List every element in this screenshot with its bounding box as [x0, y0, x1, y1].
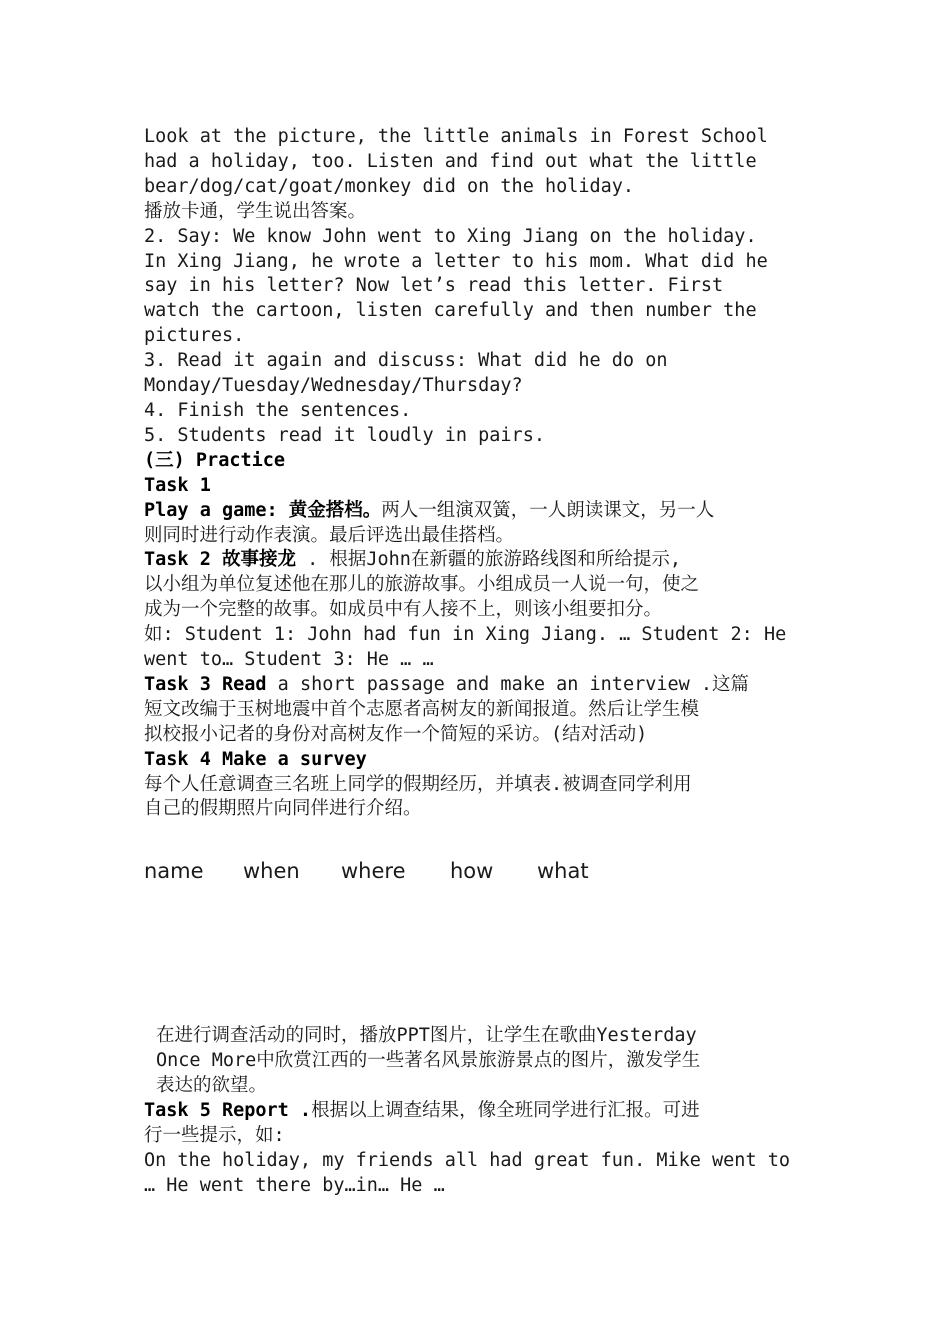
- text-line: Look at the picture, the little animals in Forest School: [144, 126, 768, 147]
- task2-line: 如: Student 1: John had fun in Xing Jiang. … Student 2: He: [144, 624, 787, 646]
- text-line: 5. Students read it loudly in pairs.: [144, 424, 545, 446]
- task2-label: Task 2 故事接龙: [144, 549, 296, 571]
- text-line: 播放卡通，学生说出答案。: [144, 200, 367, 222]
- survey-column-header: when: [243, 858, 300, 883]
- document-page: [144, 125, 816, 1199]
- survey-column-header: what: [537, 858, 589, 883]
- section-heading: (三) Practice: [144, 449, 286, 471]
- survey-column-header: how: [450, 858, 494, 883]
- text-line: had a holiday, too. Listen and find out what the little: [144, 150, 757, 172]
- task2-line: [144, 548, 816, 573]
- text-line: watch the cartoon, listen carefully and then number the: [144, 300, 757, 322]
- text-line: 2. Say: We know John went to Xing Jiang on the holiday.: [144, 225, 757, 247]
- presentation-section: [144, 125, 816, 449]
- note-line: Once More中欣赏江西的一些著名风景旅游景点的图片，激发学生: [156, 1050, 701, 1072]
- practice-section: [144, 449, 816, 1199]
- task1-label: Task 1: [144, 474, 211, 496]
- task5-line: On the holiday, my friends all had great fun. Mike went to: [144, 1149, 791, 1171]
- task1-desc: 两人一组演双簧，一人朗读课文，另一人: [381, 499, 715, 521]
- task2-line: 以小组为单位复述他在那儿的旅游故事。小组成员一人说一句，使之: [144, 574, 700, 596]
- task1-game-title: Play a game: 黄金搭档。: [144, 499, 382, 521]
- task2-line: 成为一个完整的故事。如成员中有人接不上，则该小组要扣分。: [144, 599, 663, 621]
- task1-line: 则同时进行动作表演。最后评选出最佳搭档。: [144, 524, 515, 546]
- task4-label: Task 4 Make a survey: [144, 748, 367, 770]
- text-line: Monday/Tuesday/Wednesday/Thursday?: [144, 375, 523, 397]
- task3-line: 短文改编于玉树地震中首个志愿者高树友的新闻报道。然后让学生模: [144, 698, 700, 720]
- task3-label: Task 3 Read: [144, 673, 267, 695]
- task4-line: 每个人任意调查三名班上同学的假期经历，并填表.被调查同学利用: [144, 773, 692, 795]
- survey-table-header: [144, 856, 816, 886]
- task2-line: went to… Student 3: He … …: [144, 649, 434, 671]
- text-line: 3. Read it again and discuss: What did he do on: [144, 350, 668, 372]
- text-line: say in his letter? Now let’s read this letter. First: [144, 275, 724, 297]
- text-line: 4. Finish the sentences.: [144, 399, 412, 421]
- task5-line: 行一些提示，如:: [144, 1125, 285, 1146]
- survey-column-header: name: [144, 858, 204, 883]
- note-line: 在进行调查活动的同时，播放PPT图片，让学生在歌曲Yesterday: [156, 1025, 697, 1047]
- task5-line: [144, 1099, 816, 1124]
- note-line: 表达的欲望。: [156, 1075, 268, 1097]
- task3-line: 拟校报小记者的身份对高树友作一个简短的采访。(结对活动): [144, 723, 648, 745]
- text-line: In Xing Jiang, he wrote a letter to his mom. What did he: [144, 250, 768, 272]
- task1-line: [144, 499, 816, 524]
- task3-line: [144, 673, 816, 698]
- task5-label: Task 5 Report .: [144, 1100, 312, 1122]
- task2-desc: . 根据John在新疆的旅游路线图和所给提示,: [295, 549, 682, 571]
- task4-line: 自己的假期照片向同伴进行介绍。: [144, 798, 422, 820]
- task5-desc: 根据以上调查结果，像全班同学进行汇报。可进: [311, 1100, 700, 1122]
- survey-column-header: where: [341, 858, 406, 883]
- text-line: bear/dog/cat/goat/monkey did on the holiday.: [144, 175, 635, 197]
- survey-table-body: [144, 886, 816, 1024]
- text-line: pictures.: [144, 325, 245, 347]
- task5-line: … He went there by…in… He …: [144, 1174, 445, 1196]
- task3-desc: a short passage and make an interview .这篇: [266, 673, 750, 695]
